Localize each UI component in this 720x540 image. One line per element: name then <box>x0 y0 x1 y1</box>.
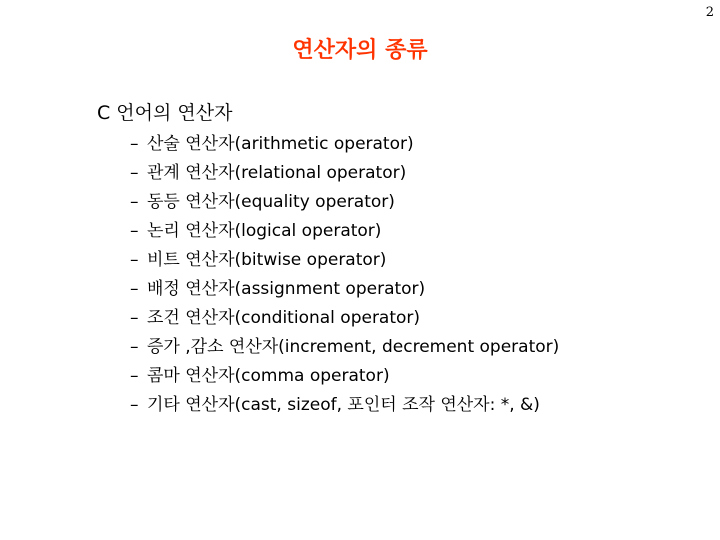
list-dash: – <box>130 192 139 212</box>
list-dash: – <box>130 337 139 357</box>
list-item-text: 기타 연산자(cast, sizeof, 포인터 조작 연산자: *, &) <box>147 395 540 415</box>
list-item-text: 논리 연산자(logical operator) <box>147 221 382 241</box>
section-heading: C 언어의 연산자 <box>97 102 233 124</box>
list-dash: – <box>130 250 139 270</box>
operator-list <box>130 130 559 420</box>
list-item <box>130 246 559 275</box>
list-dash: – <box>130 279 139 299</box>
list-item-text: 관계 연산자(relational operator) <box>147 163 407 183</box>
page-number: 2 <box>705 5 714 20</box>
list-item <box>130 217 559 246</box>
list-item <box>130 275 559 304</box>
list-item-text: 조건 연산자(conditional operator) <box>147 308 421 328</box>
list-dash: – <box>130 221 139 241</box>
list-dash: – <box>130 395 139 415</box>
list-dash: – <box>130 163 139 183</box>
list-item-text: 동등 연산자(equality operator) <box>147 192 395 212</box>
list-item-text: 배정 연산자(assignment operator) <box>147 279 426 299</box>
list-item <box>130 333 559 362</box>
list-item <box>130 159 559 188</box>
list-item <box>130 130 559 159</box>
list-item <box>130 304 559 333</box>
list-item <box>130 362 559 391</box>
list-item <box>130 188 559 217</box>
list-dash: – <box>130 366 139 386</box>
list-item-text: 증가 ,감소 연산자(increment, decrement operator) <box>147 337 560 357</box>
list-dash: – <box>130 134 139 154</box>
list-item-text: 비트 연산자(bitwise operator) <box>147 250 387 270</box>
list-item-text: 콤마 연산자(comma operator) <box>147 366 390 386</box>
list-item <box>130 391 559 420</box>
slide-title: 연산자의 종류 <box>292 38 428 63</box>
list-item-text: 산술 연산자(arithmetic operator) <box>147 134 414 154</box>
list-dash: – <box>130 308 139 328</box>
